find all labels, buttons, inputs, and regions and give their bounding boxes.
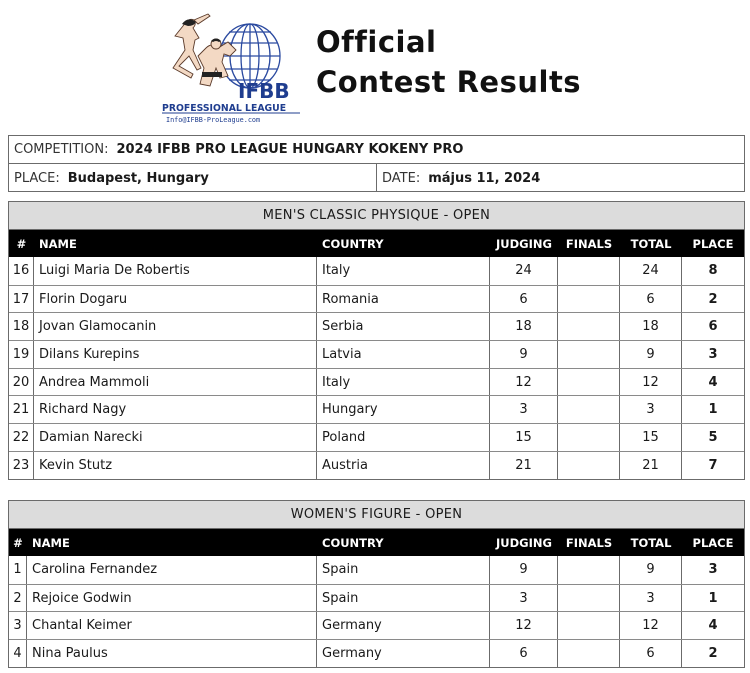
page-title: [316, 25, 582, 99]
cell-judging: 3: [490, 585, 558, 612]
category-title: WOMEN'S FIGURE - OPEN: [9, 501, 744, 529]
competition-label: COMPETITION:: [14, 142, 109, 157]
cell-place: 3: [708, 562, 718, 578]
cell-name: Rejoice Godwin: [27, 585, 317, 612]
col-header-name: NAME: [39, 236, 77, 251]
table-row: [9, 257, 744, 285]
col-header-place: PLACE: [692, 236, 734, 251]
mens-classic-physique-table: [8, 201, 745, 480]
cell-place: 1: [708, 590, 718, 606]
cell-idx: 3: [9, 612, 27, 639]
cell-judging: 12: [490, 369, 558, 396]
cell-country: Spain: [317, 585, 490, 612]
col-header-name: NAME: [32, 535, 70, 550]
cell-total: 21: [620, 452, 682, 479]
cell-total: 6: [620, 640, 682, 667]
cell-country: Austria: [317, 452, 490, 479]
cell-judging: 15: [490, 424, 558, 451]
womens-figure-table: [8, 500, 745, 668]
cell-idx: 4: [9, 640, 27, 667]
cell-finals: [558, 313, 620, 340]
place-date-row: [9, 164, 744, 192]
cell-idx: 23: [9, 452, 34, 479]
table-row: [9, 395, 744, 423]
cell-idx: 22: [9, 424, 34, 451]
cell-place: 3: [708, 346, 718, 362]
cell-name: Luigi Maria De Robertis: [34, 257, 317, 285]
col-header-judging: JUDGING: [496, 236, 552, 251]
competition-info-box: [8, 135, 745, 192]
place-cell: [9, 164, 377, 192]
competition-row: [9, 136, 744, 164]
col-header-total: TOTAL: [630, 535, 672, 550]
cell-country: Germany: [317, 640, 490, 667]
table-row: [9, 611, 744, 639]
cell-judging: 3: [490, 396, 558, 423]
cell-judging: 6: [490, 640, 558, 667]
cell-place: 6: [708, 319, 718, 335]
cell-finals: [558, 286, 620, 313]
col-header-idx: #: [13, 535, 23, 550]
cell-name: Carolina Fernandez: [27, 556, 317, 584]
brand-subtitle: PROFESSIONAL LEAGUE: [162, 103, 287, 114]
category-title: MEN'S CLASSIC PHYSIQUE - OPEN: [9, 202, 744, 230]
cell-total: 3: [620, 396, 682, 423]
cell-total: 15: [620, 424, 682, 451]
cell-place: 4: [708, 374, 718, 390]
cell-country: Hungary: [317, 396, 490, 423]
table-row: [9, 451, 744, 479]
cell-total: 3: [620, 585, 682, 612]
cell-finals: [558, 369, 620, 396]
cell-name: Richard Nagy: [34, 396, 317, 423]
cell-idx: 21: [9, 396, 34, 423]
cell-idx: 2: [9, 585, 27, 612]
cell-country: Germany: [317, 612, 490, 639]
table-header: [9, 529, 744, 556]
col-header-judging: JUDGING: [496, 535, 552, 550]
table-row: [9, 312, 744, 340]
globe-bodybuilders-icon: [158, 12, 306, 124]
cell-country: Romania: [317, 286, 490, 313]
cell-place: 5: [708, 429, 718, 445]
cell-country: Italy: [317, 257, 490, 285]
cell-finals: [558, 585, 620, 612]
cell-judging: 18: [490, 313, 558, 340]
date-label: DATE:: [382, 170, 421, 186]
cell-finals: [558, 612, 620, 639]
cell-name: Jovan Glamocanin: [34, 313, 317, 340]
cell-country: Spain: [317, 556, 490, 584]
cell-finals: [558, 341, 620, 368]
cell-total: 24: [620, 257, 682, 285]
cell-judging: 12: [490, 612, 558, 639]
cell-total: 9: [620, 556, 682, 584]
cell-total: 6: [620, 286, 682, 313]
cell-place: 8: [708, 263, 718, 279]
cell-total: 9: [620, 341, 682, 368]
table-body: [9, 257, 744, 479]
table-row: [9, 556, 744, 584]
cell-judging: 9: [490, 341, 558, 368]
table-row: [9, 285, 744, 313]
cell-idx: 18: [9, 313, 34, 340]
cell-idx: 19: [9, 341, 34, 368]
cell-name: Damian Narecki: [34, 424, 317, 451]
cell-name: Florin Dogaru: [34, 286, 317, 313]
table-row: [9, 584, 744, 612]
col-header-finals: FINALS: [565, 236, 613, 251]
cell-judging: 9: [490, 556, 558, 584]
col-header-idx: #: [16, 236, 27, 251]
place-label: PLACE:: [14, 170, 60, 186]
cell-country: Italy: [317, 369, 490, 396]
table-header: [9, 230, 744, 257]
cell-name: Nina Paulus: [27, 640, 317, 667]
cell-place: 2: [708, 645, 718, 661]
col-header-place: PLACE: [692, 535, 734, 550]
cell-name: Kevin Stutz: [34, 452, 317, 479]
cell-judging: 24: [490, 257, 558, 285]
cell-name: Dilans Kurepins: [34, 341, 317, 368]
cell-judging: 21: [490, 452, 558, 479]
cell-finals: [558, 640, 620, 667]
cell-finals: [558, 257, 620, 285]
cell-place: 2: [708, 291, 718, 307]
cell-total: 12: [620, 369, 682, 396]
cell-place: 7: [708, 457, 718, 473]
col-header-country: COUNTRY: [322, 535, 384, 550]
cell-country: Poland: [317, 424, 490, 451]
col-header-finals: FINALS: [565, 535, 613, 550]
brand-text: IFBB: [238, 79, 290, 103]
cell-place: 4: [708, 618, 718, 634]
cell-idx: 1: [9, 556, 27, 584]
cell-finals: [558, 556, 620, 584]
table-row: [9, 423, 744, 451]
date-cell: [377, 164, 540, 192]
cell-name: Chantal Keimer: [27, 612, 317, 639]
cell-country: Latvia: [317, 341, 490, 368]
cell-place: 1: [708, 402, 718, 418]
place-value: Budapest, Hungary: [67, 170, 209, 186]
cell-name: Andrea Mammoli: [34, 369, 317, 396]
cell-total: 18: [620, 313, 682, 340]
cell-country: Serbia: [317, 313, 490, 340]
title-line-contest-results: Contest Results: [316, 65, 582, 99]
cell-finals: [558, 396, 620, 423]
date-value: május 11, 2024: [428, 170, 541, 186]
brand-email: Info@IFBB-ProLeague.com: [166, 116, 261, 124]
cell-total: 12: [620, 612, 682, 639]
table-row: [9, 368, 744, 396]
col-header-country: COUNTRY: [322, 236, 384, 251]
table-row: [9, 340, 744, 368]
cell-finals: [558, 424, 620, 451]
cell-idx: 17: [9, 286, 34, 313]
cell-idx: 20: [9, 369, 34, 396]
col-header-total: TOTAL: [630, 236, 672, 251]
ifbb-pro-league-logo: [158, 12, 306, 124]
table-body: [9, 556, 744, 667]
cell-judging: 6: [490, 286, 558, 313]
cell-idx: 16: [9, 257, 34, 285]
title-line-official: Official: [316, 25, 437, 59]
cell-finals: [558, 452, 620, 479]
competition-value: 2024 IFBB PRO LEAGUE HUNGARY KOKENY PRO: [116, 142, 464, 157]
table-row: [9, 639, 744, 667]
